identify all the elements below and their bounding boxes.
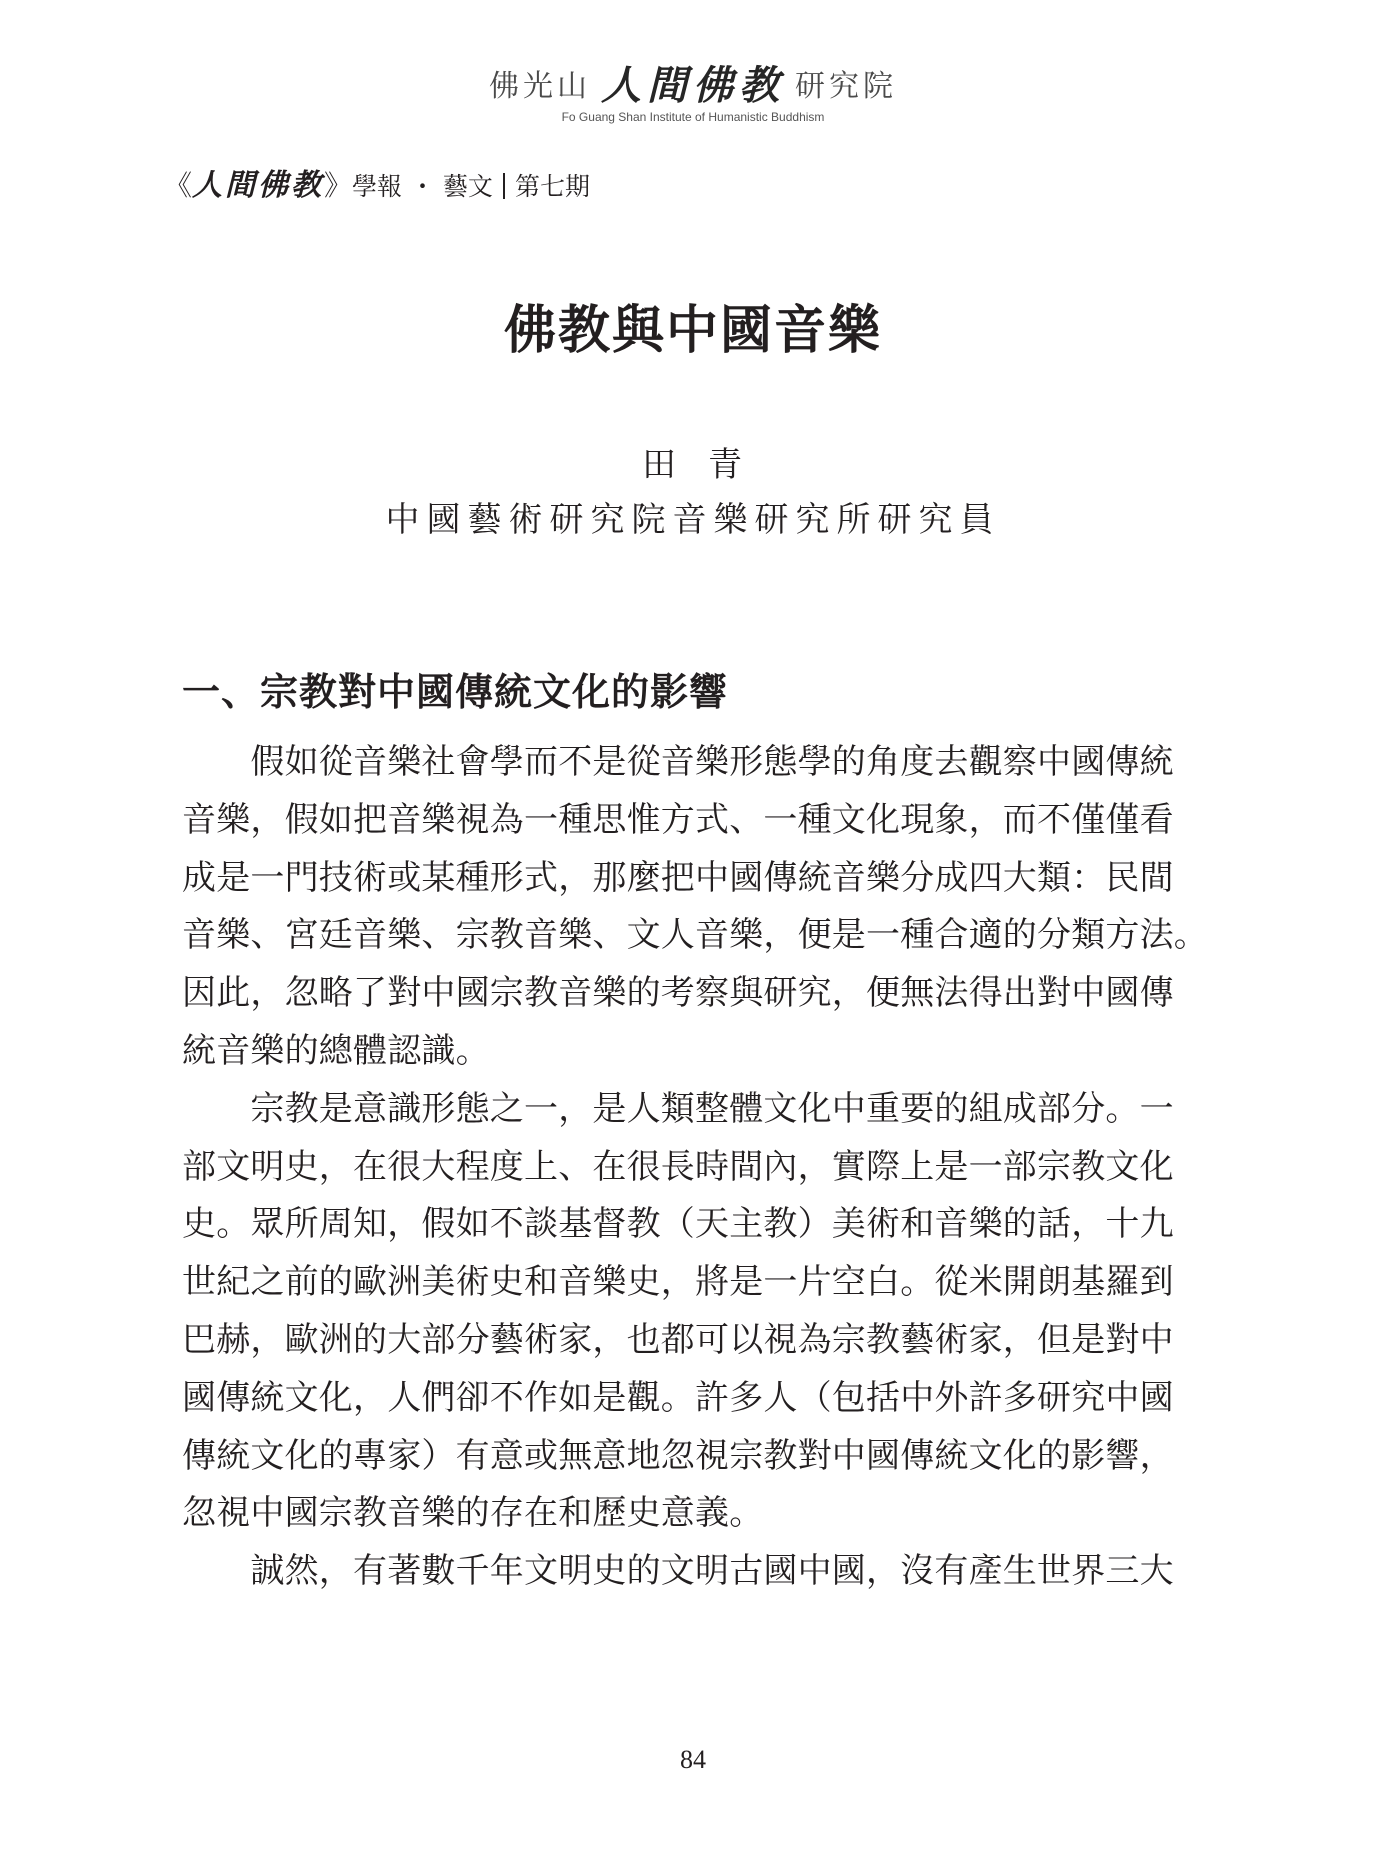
header-divider — [503, 173, 505, 199]
text-line: 國傳統文化，人們卻不作如是觀。許多人（包括中外許多研究中國 — [182, 1377, 1174, 1418]
institute-header — [0, 64, 1386, 125]
text-line: 音樂，假如把音樂視為一種思惟方式、一種文化現象，而不僅僅看 — [182, 799, 1174, 840]
institute-name — [0, 64, 1386, 109]
text-line: 史。眾所周知，假如不談基督教（天主教）美術和音樂的話，十九 — [182, 1204, 1174, 1245]
text-line: 忽視中國宗教音樂的存在和歷史意義。 — [182, 1493, 764, 1534]
journal-running-header — [164, 166, 590, 207]
text-line: 成是一門技術或某種形式，那麼把中國傳統音樂分成四大類：民間 — [182, 857, 1174, 898]
text-line: 假如從音樂社會學而不是從音樂形態學的角度去觀察中國傳統 — [182, 742, 1174, 782]
text-line: 誠然，有著數千年文明史的文明古國中國，沒有產生世界三大 — [182, 1551, 1174, 1592]
journal-open-bracket: 《 — [164, 169, 193, 202]
paragraph-2 — [182, 1081, 1182, 1543]
institute-english-name: Fo Guang Shan Institute of Humanistic Buddhism — [561, 110, 825, 124]
text-line: 傳統文化的專家）有意或無意地忽視宗教對中國傳統文化的影響， — [182, 1435, 1174, 1476]
text-line: 部文明史，在很大程度上、在很長時間內，實際上是一部宗教文化 — [182, 1146, 1174, 1187]
text-line: 世紀之前的歐洲美術史和音樂史，將是一片空白。從米開朗基羅到 — [182, 1262, 1174, 1303]
author-name — [0, 440, 1386, 490]
institute-prefix: 佛光山 — [489, 69, 591, 104]
body-text — [182, 734, 1208, 1601]
text-line: 宗教是意識形態之一，是人類整體文化中重要的組成部分。一 — [182, 1088, 1174, 1129]
author-affiliation: 中國藝術研究院音樂研究所研究員 — [385, 500, 1001, 540]
institute-brand-logo: 人間佛教 — [601, 62, 785, 109]
journal-issue: 第七期 — [514, 172, 590, 201]
paragraph-1 — [182, 734, 1208, 1081]
text-line: 統音樂的總體認識。 — [182, 1030, 490, 1071]
page-number: 84 — [680, 1745, 706, 1774]
journal-name: 學報 ・ 藝文 — [352, 172, 493, 201]
text-line: 音樂、宮廷音樂、宗教音樂、文人音樂，便是一種合適的分類方法。 — [182, 915, 1208, 956]
author-name-char-1: 田 — [642, 445, 678, 485]
section-heading: 一、宗教對中國傳統文化的影響 — [182, 669, 729, 714]
institute-suffix: 研究院 — [795, 69, 897, 104]
paragraph-3 — [182, 1543, 1182, 1601]
author-name-char-2: 青 — [708, 445, 744, 485]
text-line: 巴赫，歐洲的大部分藝術家，也都可以視為宗教藝術家，但是對中 — [182, 1319, 1174, 1360]
article-title: 佛教與中國音樂 — [503, 300, 882, 361]
journal-brand: 人間佛教 — [192, 168, 325, 203]
text-line: 因此，忽略了對中國宗教音樂的考察與研究，便無法得出對中國傳 — [182, 973, 1174, 1014]
journal-close-bracket: 》 — [324, 169, 353, 202]
